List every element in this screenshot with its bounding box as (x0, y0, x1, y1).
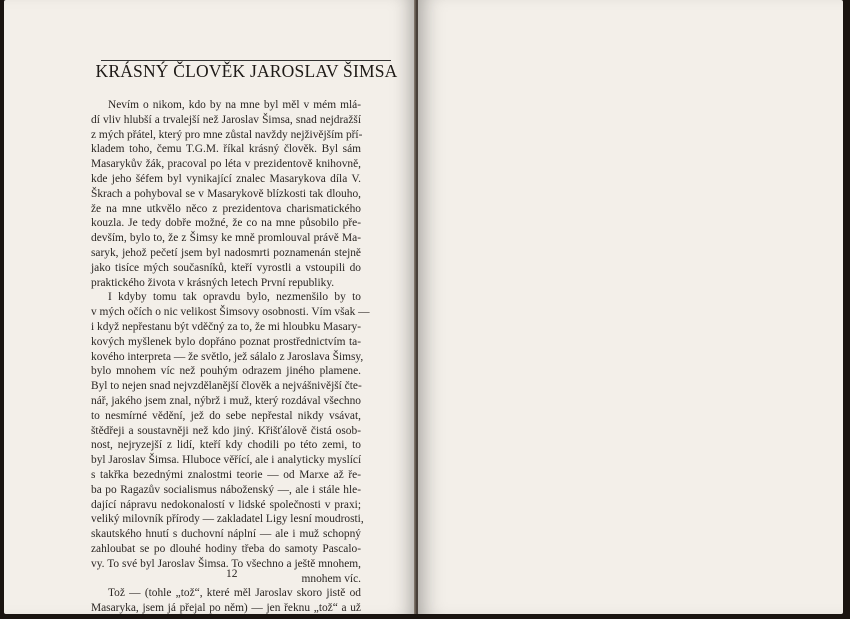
text-line: i když nepřestanu být vděčný za to, že mi hloubku Masary- (91, 320, 361, 333)
text-line: jako tisíce mých současníků, kteří vyrostli a vstoupili do (91, 261, 361, 274)
text-line: vy. To své byl Jaroslav Šimsa. To všechno a ještě mnohem, (91, 557, 361, 570)
text-line: kouzla. Je tedy dobře možné, že co na mne působilo pře- (91, 217, 361, 230)
text-line: s takřka bezednými znalostmi teorie — od Marxe až ře- (91, 468, 361, 481)
text-line: kde jeho šéfem byl vynikající znalec Masarykova díla V. (91, 172, 361, 185)
text-line: devším, bylo to, že z Šimsy ke mně promlouval právě Ma- (91, 232, 361, 245)
text-line: praktického života v krásných letech První republiky. (91, 276, 335, 289)
text-line: byl Jaroslav Šimsa. Hluboce věřící, ale i analyticky myslící (91, 454, 362, 467)
text-line: I kdyby tomu tak opravdu bylo, nezmenšilo by to (108, 291, 361, 304)
text-line: Masaryka, jsem já přejal po něm) — jen řeknu „tož“ a už (91, 602, 361, 615)
text-line: štědřeji a soustavněji než kdo jiný. Křišťálově čistá osob- (91, 424, 361, 437)
text-line: bylo mnohem víc než pouhým odrazem jiného plamene. (91, 365, 361, 378)
text-line: Tož — (tohle „tož“, které měl Jaroslav skoro jistě od (108, 587, 361, 600)
text-line: to nesmírné vědění, jež do sebe nepřestal nikdy vsávat, (91, 409, 361, 422)
text-line: kladem toho, čemu T.G.M. říkal krásný člověk. Byl sám (91, 143, 361, 156)
text-line: dí vliv hlubší a trvalejší než Jaroslav Šimsa, snad nejdražší (91, 113, 361, 126)
text-line: že na mne utkvělo něco z prezidentova charismatického (91, 202, 361, 215)
text-line: dající nápravu nedokonalostí v lidské společnosti v praxi; (91, 498, 361, 511)
text-line: ba po Ragazův socialismus náboženský —, ale i stále hle- (91, 483, 361, 496)
text-line: zahloubat se po dlouhé hodiny třeba do samoty Pascalo- (91, 542, 361, 555)
text-line: Škrach a pohyboval se v Masarykově blízkosti tak dlouho, (91, 187, 361, 200)
right-page (418, 0, 843, 614)
text-line: nost, nejryzejší z lidí, kteří kdy chodili po této zemi, to (91, 439, 361, 452)
text-line: saryk, jehož pečetí jsem byl nadosmrti poznamenán stejně (91, 246, 361, 259)
left-page (4, 0, 416, 614)
page-number-left: 12 (226, 568, 238, 580)
left-text-column (91, 98, 370, 616)
text-line: veliký milovník přírody — zakladatel Ligy lesní moudrosti, (91, 513, 364, 526)
text-line: kového interpreta — že světlo, jež sálalo z Jaroslava Šimsy, (91, 350, 364, 363)
text-line: v mých očích o nic velikost Šimsovy osobnosti. Vím však — (91, 306, 370, 319)
text-line: kových myšlenek bylo dopřáno poznat prostřednictvím ta- (91, 335, 361, 348)
text-line: skautského hnutí s duchovní náplní — ale i muž schopný (91, 528, 361, 541)
text-line: Masarykův žák, pracoval po léta v prezidentově knihovně, (91, 158, 361, 171)
text-line: nář, jakého jsem znal, nýbrž i muž, který rozdával všechno (91, 394, 361, 407)
chapter-title: KRÁSNÝ ČLOVĚK JAROSLAV ŠIMSA (95, 61, 398, 81)
text-line: Byl to nejen snad nejvzdělanější člověk a nejvášnivější čte- (91, 380, 362, 393)
text-line: mnohem víc. (301, 572, 361, 585)
text-line: Nevím o nikom, kdo by na mne byl měl v mém mlá- (108, 99, 361, 111)
text-line: z mých přátel, který pro mne zůstal navždy nejživějším pří- (91, 128, 363, 141)
